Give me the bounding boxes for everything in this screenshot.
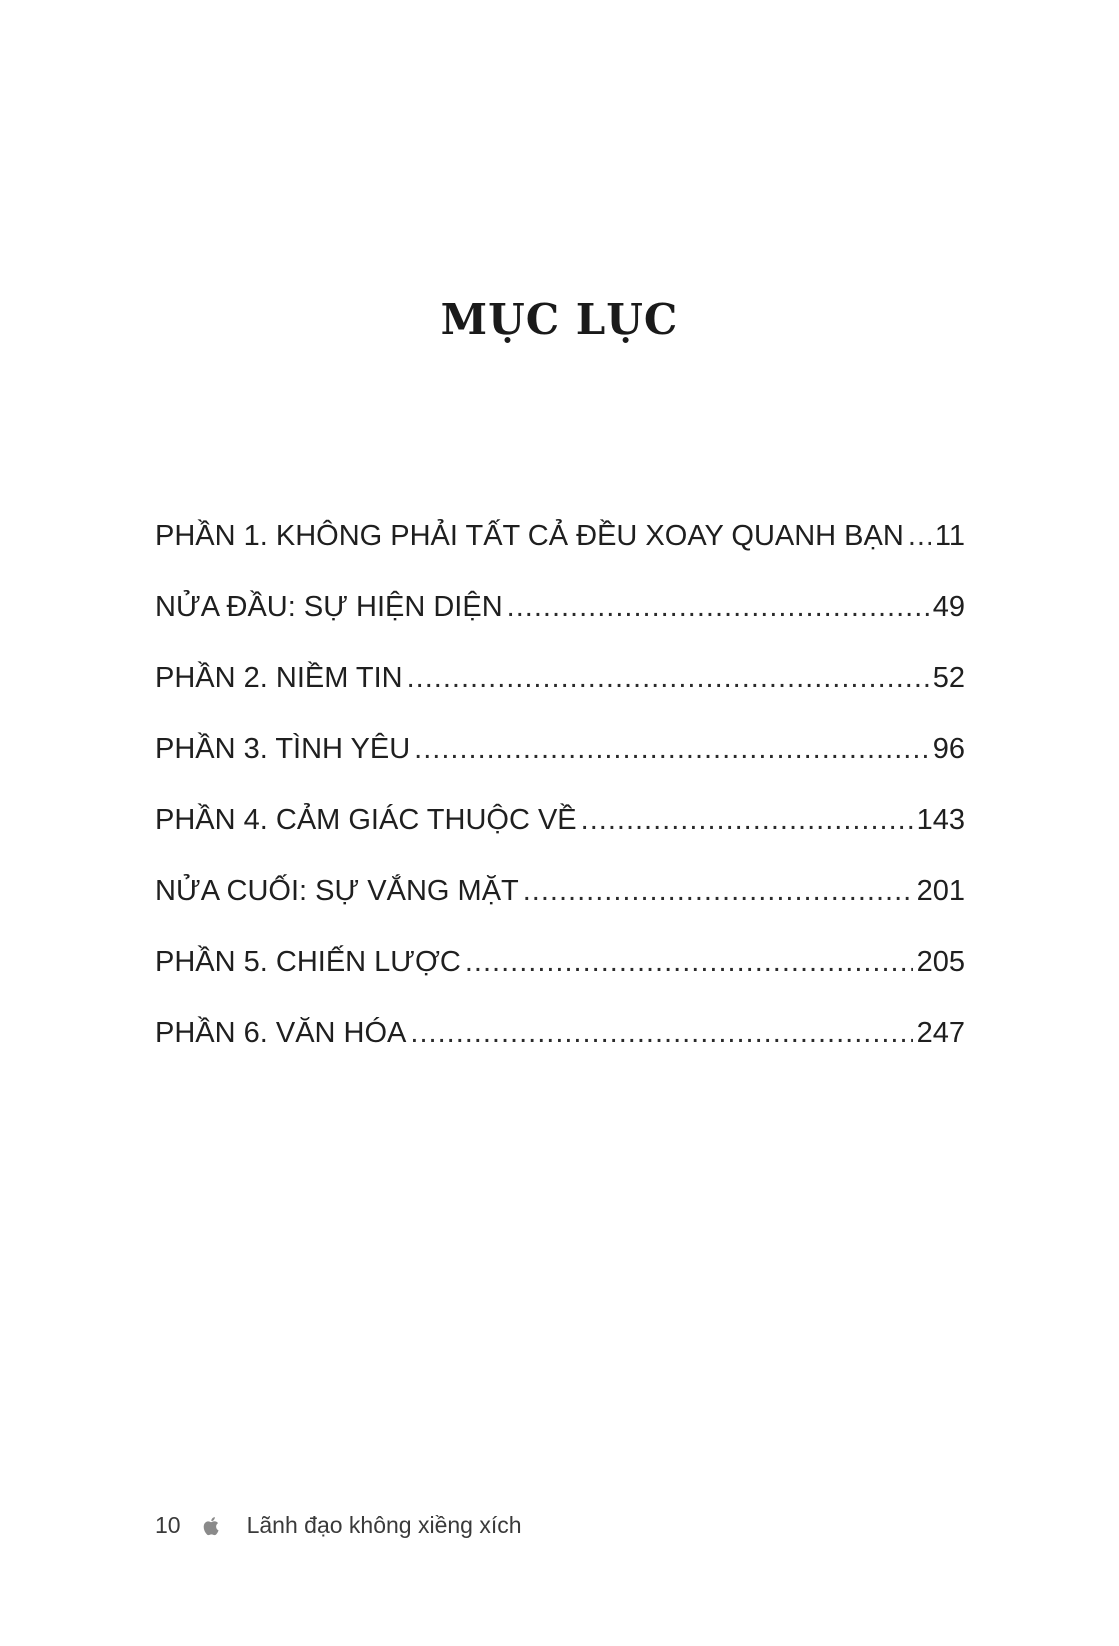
toc-entry-label: NỬA CUỐI: SỰ VẮNG MẶT <box>155 875 519 907</box>
footer-page-number: 10 <box>155 1512 181 1538</box>
dot-leader <box>523 873 913 909</box>
toc-entry-page: 143 <box>916 804 965 836</box>
dot-leader <box>410 1015 912 1051</box>
toc-entry <box>155 1015 965 1086</box>
dot-leader <box>507 589 929 625</box>
footer-book-title: Lãnh đạo không xiềng xích <box>246 1512 522 1538</box>
toc-entry-label: PHẦN 4. CẢM GIÁC THUỘC VỀ <box>155 804 577 836</box>
toc-entry-page: 52 <box>932 662 965 694</box>
toc-entry-page: 96 <box>932 733 965 765</box>
toc-entry <box>155 589 965 660</box>
toc-entry <box>155 944 965 1015</box>
toc-entry-label: PHẦN 5. CHIẾN LƯỢC <box>155 946 461 978</box>
page-footer <box>155 1512 522 1539</box>
toc-entry-label: NỬA ĐẦU: SỰ HIỆN DIỆN <box>155 591 503 623</box>
toc-entry-label: PHẦN 3. TÌNH YÊU <box>155 733 411 765</box>
dot-leader <box>908 518 931 554</box>
toc-entry <box>155 802 965 873</box>
apple-logo-icon <box>201 1515 223 1537</box>
table-of-contents <box>155 518 965 1086</box>
toc-entry-page: 247 <box>916 1017 965 1049</box>
toc-entry-page: 49 <box>932 591 965 623</box>
toc-entry-page: 201 <box>916 875 965 907</box>
dot-leader <box>581 802 913 838</box>
toc-entry-label: PHẦN 2. NIỀM TIN <box>155 662 403 694</box>
toc-entry <box>155 731 965 802</box>
toc-entry <box>155 660 965 731</box>
dot-leader <box>414 731 929 767</box>
page-title: MỤC LỤC <box>440 295 679 344</box>
toc-entry <box>155 873 965 944</box>
dot-leader <box>465 944 913 980</box>
toc-entry-page: 205 <box>916 946 965 978</box>
toc-entry-label: PHẦN 1. KHÔNG PHẢI TẤT CẢ ĐỀU XOAY QUANH BẠN <box>155 520 904 552</box>
toc-entry-page: 11 <box>934 520 965 552</box>
toc-entry-label: PHẦN 6. VĂN HÓA <box>155 1017 407 1049</box>
dot-leader <box>407 660 929 696</box>
toc-entry <box>155 518 965 589</box>
